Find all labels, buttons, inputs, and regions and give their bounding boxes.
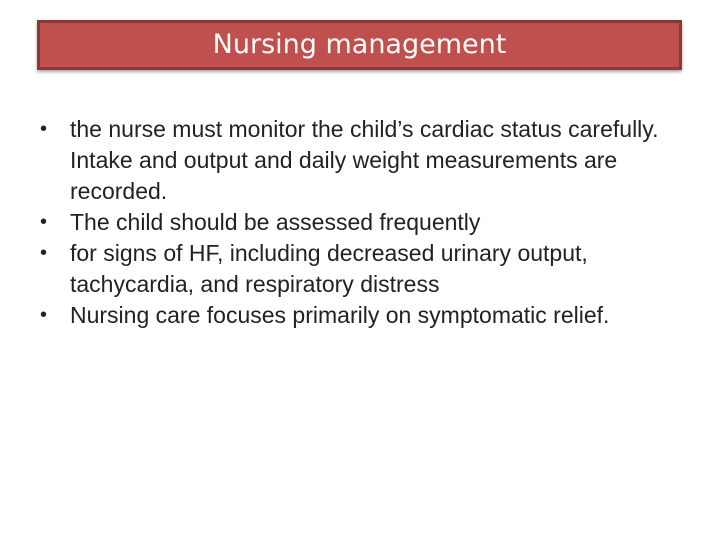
bullet-marker: •	[40, 118, 48, 140]
bullet-text: The child should be assessed frequently	[70, 209, 481, 235]
bullet-text: the nurse must monitor the child’s cardiac status carefully. Intake and output and daily weight measurements are recorded.	[70, 116, 659, 204]
bullet-marker: •	[40, 242, 48, 264]
slide-title: Nursing management	[212, 28, 507, 60]
bullet-item	[40, 300, 680, 331]
slide-title-bar	[37, 20, 682, 70]
bullet-text: for signs of HF, including decreased urinary output, tachycardia, and respiratory distress	[70, 240, 588, 297]
bullet-marker: •	[40, 304, 48, 326]
bullet-list	[40, 114, 680, 331]
bullet-marker: •	[40, 211, 48, 233]
bullet-text: Nursing care focuses primarily on symptomatic relief.	[70, 302, 610, 328]
bullet-item	[40, 238, 680, 300]
bullet-item	[40, 114, 680, 207]
bullet-item	[40, 207, 680, 238]
